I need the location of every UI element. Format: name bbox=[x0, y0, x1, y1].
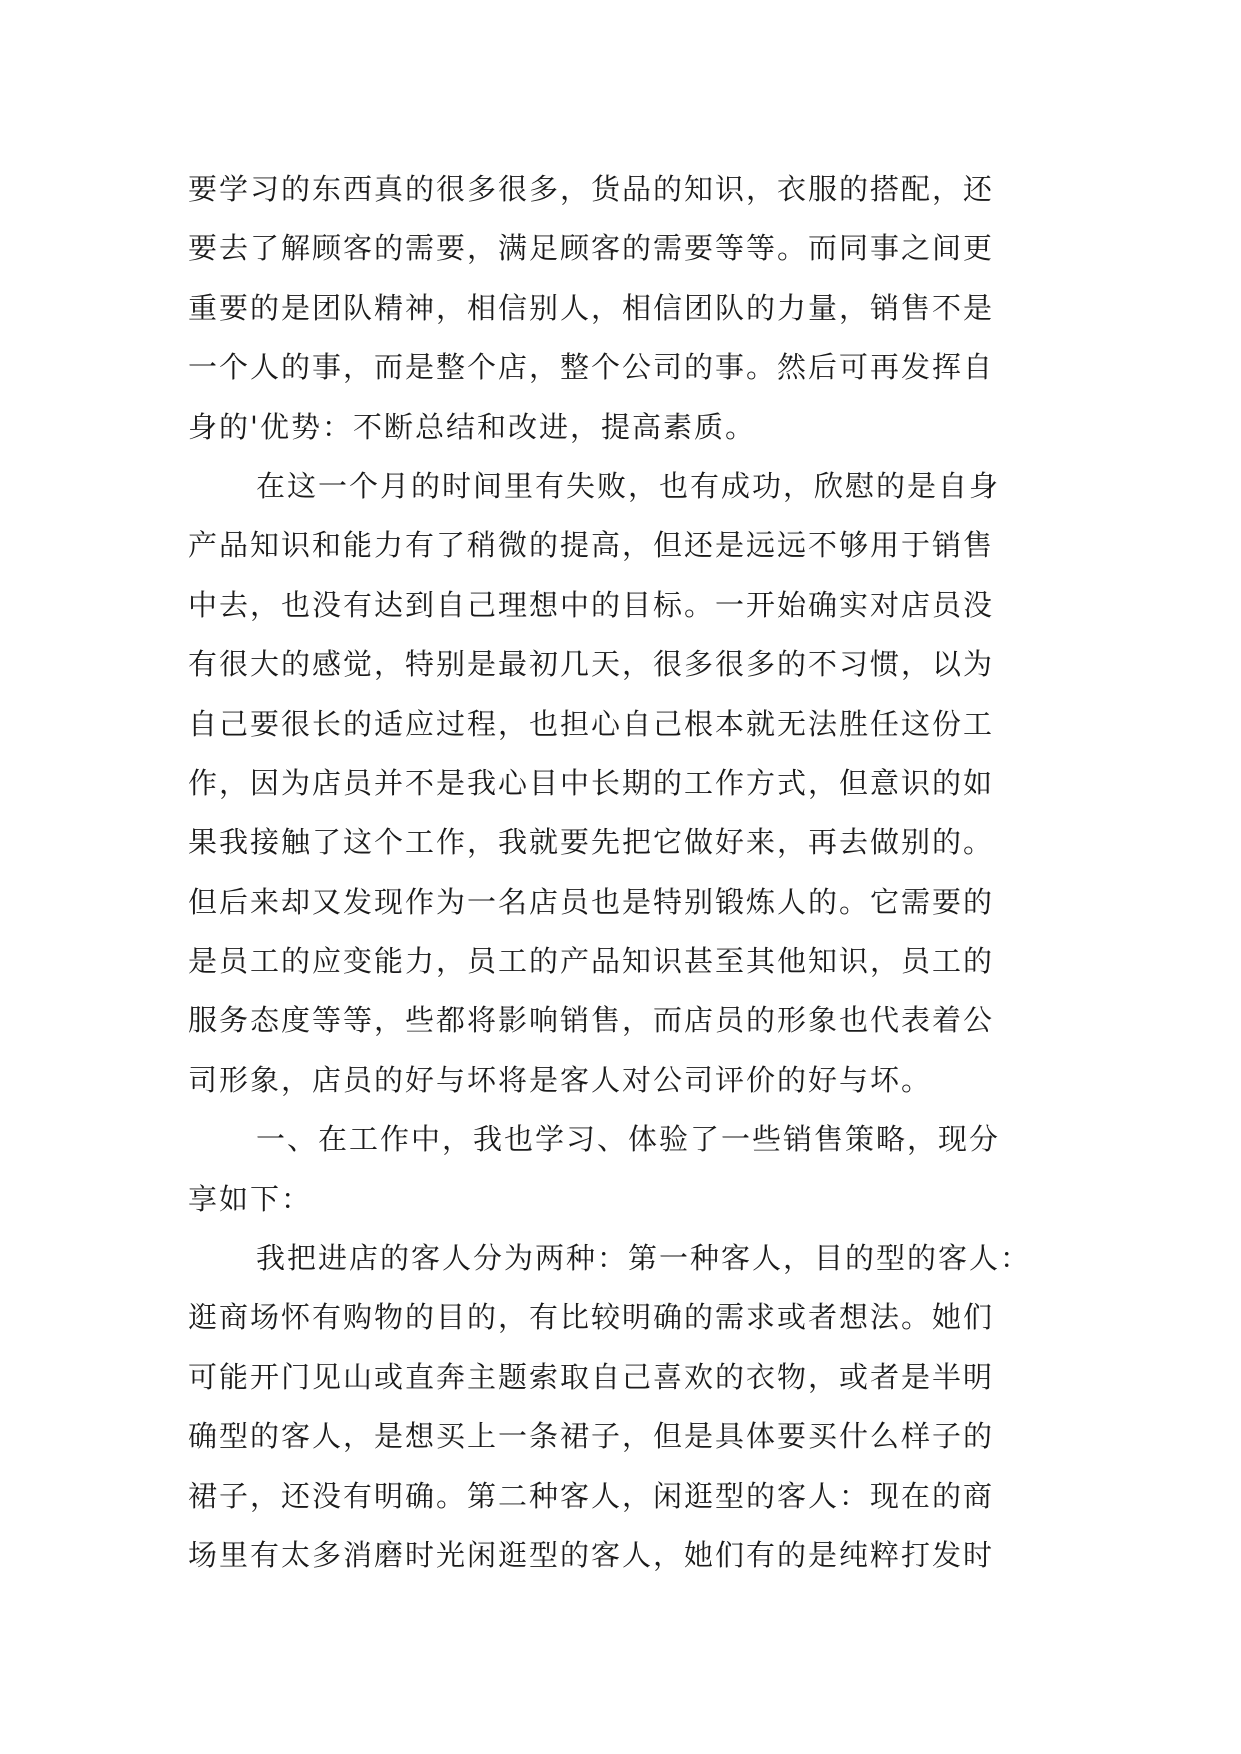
text-line: 裙子，还没有明确。第二种客人，闲逛型的客人：现在的商 bbox=[188, 1478, 995, 1513]
text-line: 但后来却又发现作为一名店员也是特别锻炼人的。它需要的 bbox=[188, 884, 995, 919]
text-line: 服务态度等等，些都将影响销售，而店员的形象也代表着公 bbox=[188, 1003, 995, 1038]
text-line: 司形象，店员的好与坏将是客人对公司评价的好与坏。 bbox=[188, 1062, 933, 1097]
text-line: 身的'优势：不断总结和改进，提高素质。 bbox=[188, 409, 756, 444]
text-line: 逛商场怀有购物的目的，有比较明确的需求或者想法。她们 bbox=[188, 1300, 995, 1335]
text-line: 果我接触了这个工作，我就要先把它做好来，再去做别的。 bbox=[188, 825, 995, 860]
text-line: 是员工的应变能力，员工的产品知识甚至其他知识，员工的 bbox=[188, 944, 995, 979]
text-line: 作，因为店员并不是我心目中长期的工作方式，但意识的如 bbox=[188, 765, 995, 800]
text-line: 要去了解顾客的需要，满足顾客的需要等等。而同事之间更 bbox=[188, 231, 995, 266]
text-line: 自己要很长的适应过程，也担心自己根本就无法胜任这份工 bbox=[188, 706, 995, 741]
section-heading-line: 一、在工作中，我也学习、体验了一些销售策略，现分 bbox=[256, 1122, 1001, 1157]
text-line: 中去，也没有达到自己理想中的目标。一开始确实对店员没 bbox=[188, 587, 995, 622]
paragraph-start-line: 在这一个月的时间里有失败，也有成功，欣慰的是自身 bbox=[256, 468, 1001, 503]
body-text bbox=[188, 160, 1058, 1585]
text-line: 要学习的东西真的很多很多，货品的知识，衣服的搭配，还 bbox=[188, 172, 995, 206]
paragraph-start-line: 我把进店的客人分为两种：第一种客人，目的型的客人： bbox=[256, 1241, 1032, 1276]
text-line: 可能开门见山或直奔主题索取自己喜欢的衣物，或者是半明 bbox=[188, 1359, 995, 1394]
text-line: 享如下： bbox=[188, 1181, 313, 1216]
text-line: 场里有太多消磨时光闲逛型的客人，她们有的是纯粹打发时 bbox=[188, 1537, 995, 1572]
text-line: 有很大的感觉，特别是最初几天，很多很多的不习惯，以为 bbox=[188, 647, 995, 682]
text-line: 确型的客人，是想买上一条裙子，但是具体要买什么样子的 bbox=[188, 1419, 995, 1454]
text-line: 一个人的事，而是整个店，整个公司的事。然后可再发挥自 bbox=[188, 350, 995, 385]
text-line: 重要的是团队精神，相信别人，相信团队的力量，销售不是 bbox=[188, 290, 995, 325]
text-line: 产品知识和能力有了稍微的提高，但还是远远不够用于销售 bbox=[188, 528, 995, 563]
